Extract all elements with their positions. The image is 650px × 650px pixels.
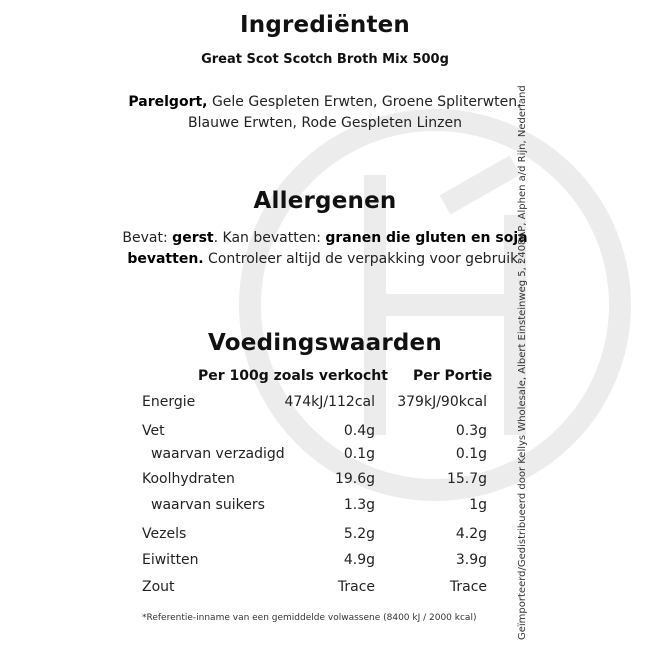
- allergens-line-2: [0, 249, 650, 270]
- nutrient-label: Vezels: [142, 526, 187, 542]
- value-per-100g: 0.4g: [343, 423, 375, 439]
- allergen-barley: gerst: [172, 230, 214, 246]
- value-per-100g: 5.2g: [343, 526, 375, 542]
- nutrient-label: Vet: [142, 423, 165, 439]
- value-per-portion: Trace: [449, 579, 487, 595]
- nutrient-label: Koolhydraten: [142, 471, 235, 487]
- nutrition-row: [0, 552, 650, 574]
- value-per-portion: 15.7g: [446, 471, 487, 487]
- allergen-gluten-soy: granen die gluten en soja: [325, 230, 528, 246]
- value-per-portion: 0.3g: [455, 423, 487, 439]
- ingredients-line-1: [0, 92, 650, 113]
- ingredients-line-1-rest: Gele Gespleten Erwten, Groene Spliterwten,: [207, 94, 522, 110]
- value-per-100g: 19.6g: [334, 471, 375, 487]
- nutrition-row: [0, 526, 650, 548]
- nutrition-row: [0, 394, 650, 416]
- ingredients-bold: Parelgort,: [128, 94, 208, 110]
- allergens-title: Allergenen: [253, 188, 397, 214]
- value-per-portion: 4.2g: [455, 526, 487, 542]
- ingredients-title: Ingrediënten: [239, 12, 411, 38]
- nutrition-title: Voedingswaarden: [208, 330, 442, 356]
- value-per-portion: 1g: [469, 497, 487, 513]
- value-per-portion: 3.9g: [455, 552, 487, 568]
- nutrient-label: Zout: [142, 579, 175, 595]
- allergens-check-note: Controleer altijd de verpakking voor gebruik.: [203, 251, 523, 267]
- product-name: Great Scot Scotch Broth Mix 500g: [201, 52, 449, 67]
- nutrition-row: [0, 579, 650, 601]
- nutrient-label: Energie: [142, 394, 196, 410]
- value-per-100g: 4.9g: [343, 552, 375, 568]
- nutrient-label: Eiwitten: [142, 552, 199, 568]
- col-per-100g: Per 100g zoals verkocht: [198, 368, 388, 384]
- allergens-text: [0, 228, 650, 270]
- nutrition-row: [0, 446, 650, 468]
- value-per-100g: 474kJ/112cal: [284, 394, 375, 410]
- allergens-line-1: [0, 228, 650, 249]
- footnote: *Referentie-inname van een gemiddelde volwassene (8400 kJ / 2000 kcal): [142, 613, 477, 623]
- value-per-portion: 0.1g: [455, 446, 487, 462]
- allergens-prefix: Bevat:: [122, 230, 173, 246]
- nutrient-label: waarvan suikers: [151, 497, 265, 513]
- value-per-100g: 0.1g: [343, 446, 375, 462]
- nutrition-row: [0, 423, 650, 445]
- value-per-portion: 379kJ/90kcal: [397, 394, 487, 410]
- ingredients-list: [0, 92, 650, 134]
- allergens-may-contain: . Kan bevatten:: [213, 230, 326, 246]
- allergen-contain: bevatten.: [127, 251, 204, 267]
- ingredients-line-2: Blauwe Erwten, Rode Gespleten Linzen: [188, 115, 462, 131]
- importer-text: Geïmporteerd/Gedistribueerd door Kellys Wholesale, Albert Einsteinweg 5, 2408AP, Alphen a/d Rijn, Nederland: [517, 85, 528, 640]
- nutrition-row: [0, 471, 650, 493]
- col-per-portion: Per Portie: [413, 368, 493, 384]
- nutrition-row: [0, 497, 650, 519]
- value-per-100g: 1.3g: [343, 497, 375, 513]
- value-per-100g: Trace: [337, 579, 375, 595]
- nutrient-label: waarvan verzadigd: [151, 446, 285, 462]
